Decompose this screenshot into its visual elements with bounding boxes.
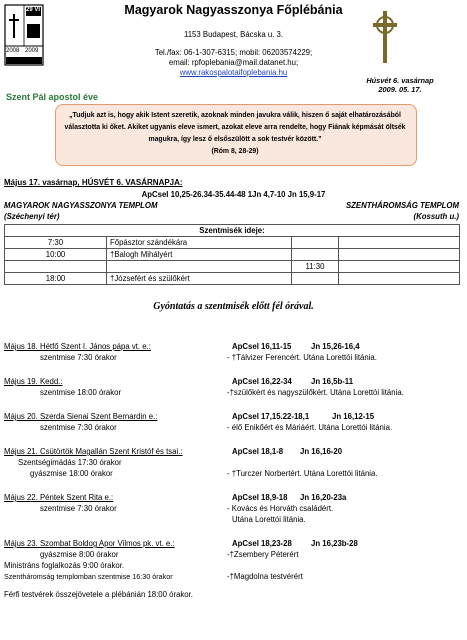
day-line-left: gyászmise 18:00 órakor: [30, 469, 113, 478]
day-line-left: Szentségimádás 17:30 órakor: [18, 458, 122, 467]
day-line-left: szentmise 7:30 órakor: [40, 504, 117, 513]
day-line-right: - Kovács és Horváth családért.: [227, 504, 334, 513]
mass-time: [5, 261, 107, 273]
table-header-row: [5, 225, 460, 237]
day-title: Május 18. Hétfő Szent I. János pápa vt. e.:: [4, 342, 151, 351]
church-left-name: MAGYAROK NAGYASSZONYA TEMPLOM: [4, 201, 158, 210]
day-line-left: szentmise 7:30 órakor: [40, 423, 117, 432]
day-reading-a: ApCsel 18,23-28: [232, 539, 292, 548]
day-reading-a: ApCsel 16,22-34: [232, 377, 292, 386]
mass-time: 18:00: [5, 273, 107, 285]
mass-intention-2: [339, 249, 460, 261]
quote-line-1: „Tudjuk azt is, hogy akik Istent szeretik, azoknak minden javukra válik, hiszen ő saját elhatározásából: [69, 112, 401, 119]
parish-contact: Tel./fax: 06-1-307-6315; mobil: 06203574229;: [154, 48, 313, 57]
church-right-place: (Kossuth u.): [413, 212, 459, 221]
day-reading-a: ApCsel 17,15.22-18,1: [232, 412, 310, 421]
day-reading-b: Jn 16,12-15: [332, 412, 375, 421]
scripture-quote: [62, 110, 408, 158]
table-header: Szentmisék ideje:: [5, 225, 460, 237]
mass-time-2: [292, 249, 339, 261]
day-title: Május 22. Péntek Szent Rita e.:: [4, 493, 114, 502]
mass-intention-2: [339, 273, 460, 285]
day-reading-a: ApCsel 18,9-18: [232, 493, 288, 502]
day-reading-b: Jn 15,26-16,4: [311, 342, 360, 351]
table-row: [5, 273, 460, 285]
mass-intention: †Balogh Mihályért: [107, 249, 292, 261]
mass-schedule-table: [4, 224, 460, 285]
mass-time: 7:30: [5, 237, 107, 249]
day-title: Május 19. Kedd.:: [4, 377, 63, 386]
quote-reference: (Róm 8, 28-29): [211, 148, 259, 155]
day-title: Május 23. Szombat Boldog Apor Vilmos pk. vt. e.:: [4, 539, 175, 548]
day-line-left: szentmise 18:00 órakor: [40, 388, 122, 397]
mass-time: 10:00: [5, 249, 107, 261]
day-reading-b: Jn 16,23b-28: [311, 539, 358, 548]
mass-time-2: [292, 237, 339, 249]
day-line-left: szentmise 7:30 órakor: [40, 353, 117, 362]
sunday-readings: ApCsel 10,25-26.34-35.44-48 1Jn 4,7-10 Jn 15,9-17: [141, 190, 326, 199]
day-line-right: -†szülőkért és nagyszülőkért. Utána Lorettói litánia.: [227, 388, 404, 397]
celtic-cross-icon: [372, 10, 398, 64]
easter-title: Húsvét 6. vasárnap: [366, 76, 434, 85]
parish-website-link[interactable]: www.rakospalotaifoplebania.hu: [179, 68, 288, 77]
parish-title: Magyarok Nagyasszonya Főplébánia: [124, 3, 343, 17]
trinity-notice: Szentháromság templomban szentmise 16:30 órakor: [4, 572, 173, 581]
trinity-intention: -†Magdolna testvérért: [227, 572, 303, 581]
mass-intention: †Józsefért és szülőkért: [107, 273, 292, 285]
church-right-name: SZENTHÁROMSÁG TEMPLOM: [345, 201, 459, 210]
ministers-notice: Ministráns foglalkozás 9:00 órakor.: [4, 561, 125, 570]
mass-intention: [107, 261, 292, 273]
day-line-right: - †Turczer Norbertért. Utána Lorettói litánia.: [227, 469, 378, 478]
church-left-place: (Széchenyi tér): [4, 212, 60, 221]
sunday-title: Május 17. vasárnap, HÚSVÉT 6. VASÁRNAPJA:: [4, 178, 183, 187]
day-reading-a: ApCsel 18,1-8: [232, 447, 284, 456]
day-line-right: Utána Lorettói litánia.: [232, 515, 306, 524]
mass-time-2: [292, 273, 339, 285]
day-line-right: - élő Enikőért és Máriáért. Utána Lorettói litánia.: [227, 423, 393, 432]
day-title: Május 21. Csütörtök Magallán Szent Kristóf és tsai.:: [4, 447, 183, 456]
logo-year-left: 2008: [6, 48, 20, 54]
parish-email: email: rpfoplebania@mail.datanet.hu;: [168, 58, 299, 67]
easter-date: [340, 76, 460, 94]
day-line-left: gyászmise 8:00 órakor: [40, 550, 119, 559]
day-line-right: -†Zsembery Péterért: [227, 550, 299, 559]
easter-date-text: 2009. 05. 17.: [378, 85, 422, 94]
parish-address: 1153 Budapest, Bácska u. 3.: [183, 30, 284, 39]
logo-badge-text: 29 VI: [26, 7, 41, 13]
day-title: Május 20. Szerda Sienai Szent Bernardin e.:: [4, 412, 158, 421]
day-reading-b: Jn 16,16-20: [300, 447, 343, 456]
mass-intention: Főpásztor szándékára: [107, 237, 292, 249]
table-row: [5, 261, 460, 273]
table-row: [5, 249, 460, 261]
day-reading-b: Jn 16,20-23a: [300, 493, 347, 502]
quote-line-3: magukra, így lesz ő elsőszülött a sok testvér között.”: [148, 136, 322, 143]
day-reading-b: Jn 16,5b-11: [311, 377, 354, 386]
year-label: Szent Pál apostol éve: [6, 92, 99, 102]
quote-line-2: választotta ki őket. Akiket ugyanis eleve ismert, azokat eleve arra rendelte, hogy Fiának képmását öltsék: [64, 124, 406, 131]
day-line-right: - †Tálvizer Ferencért. Utána Lorettói litánia.: [227, 353, 377, 362]
mass-time-2: 11:30: [292, 261, 339, 273]
mass-intention-2: [339, 261, 460, 273]
day-reading-a: ApCsel 16,11-15: [232, 342, 292, 351]
table-row: [5, 237, 460, 249]
men-meeting-notice: Férfi testvérek összejövetele a plébánián 18:00 órakor.: [4, 590, 193, 599]
logo-year-right: 2009: [25, 48, 39, 54]
confession-notice: Gyóntatás a szentmisék előtt fél órával.: [153, 301, 314, 312]
mass-intention-2: [339, 237, 460, 249]
